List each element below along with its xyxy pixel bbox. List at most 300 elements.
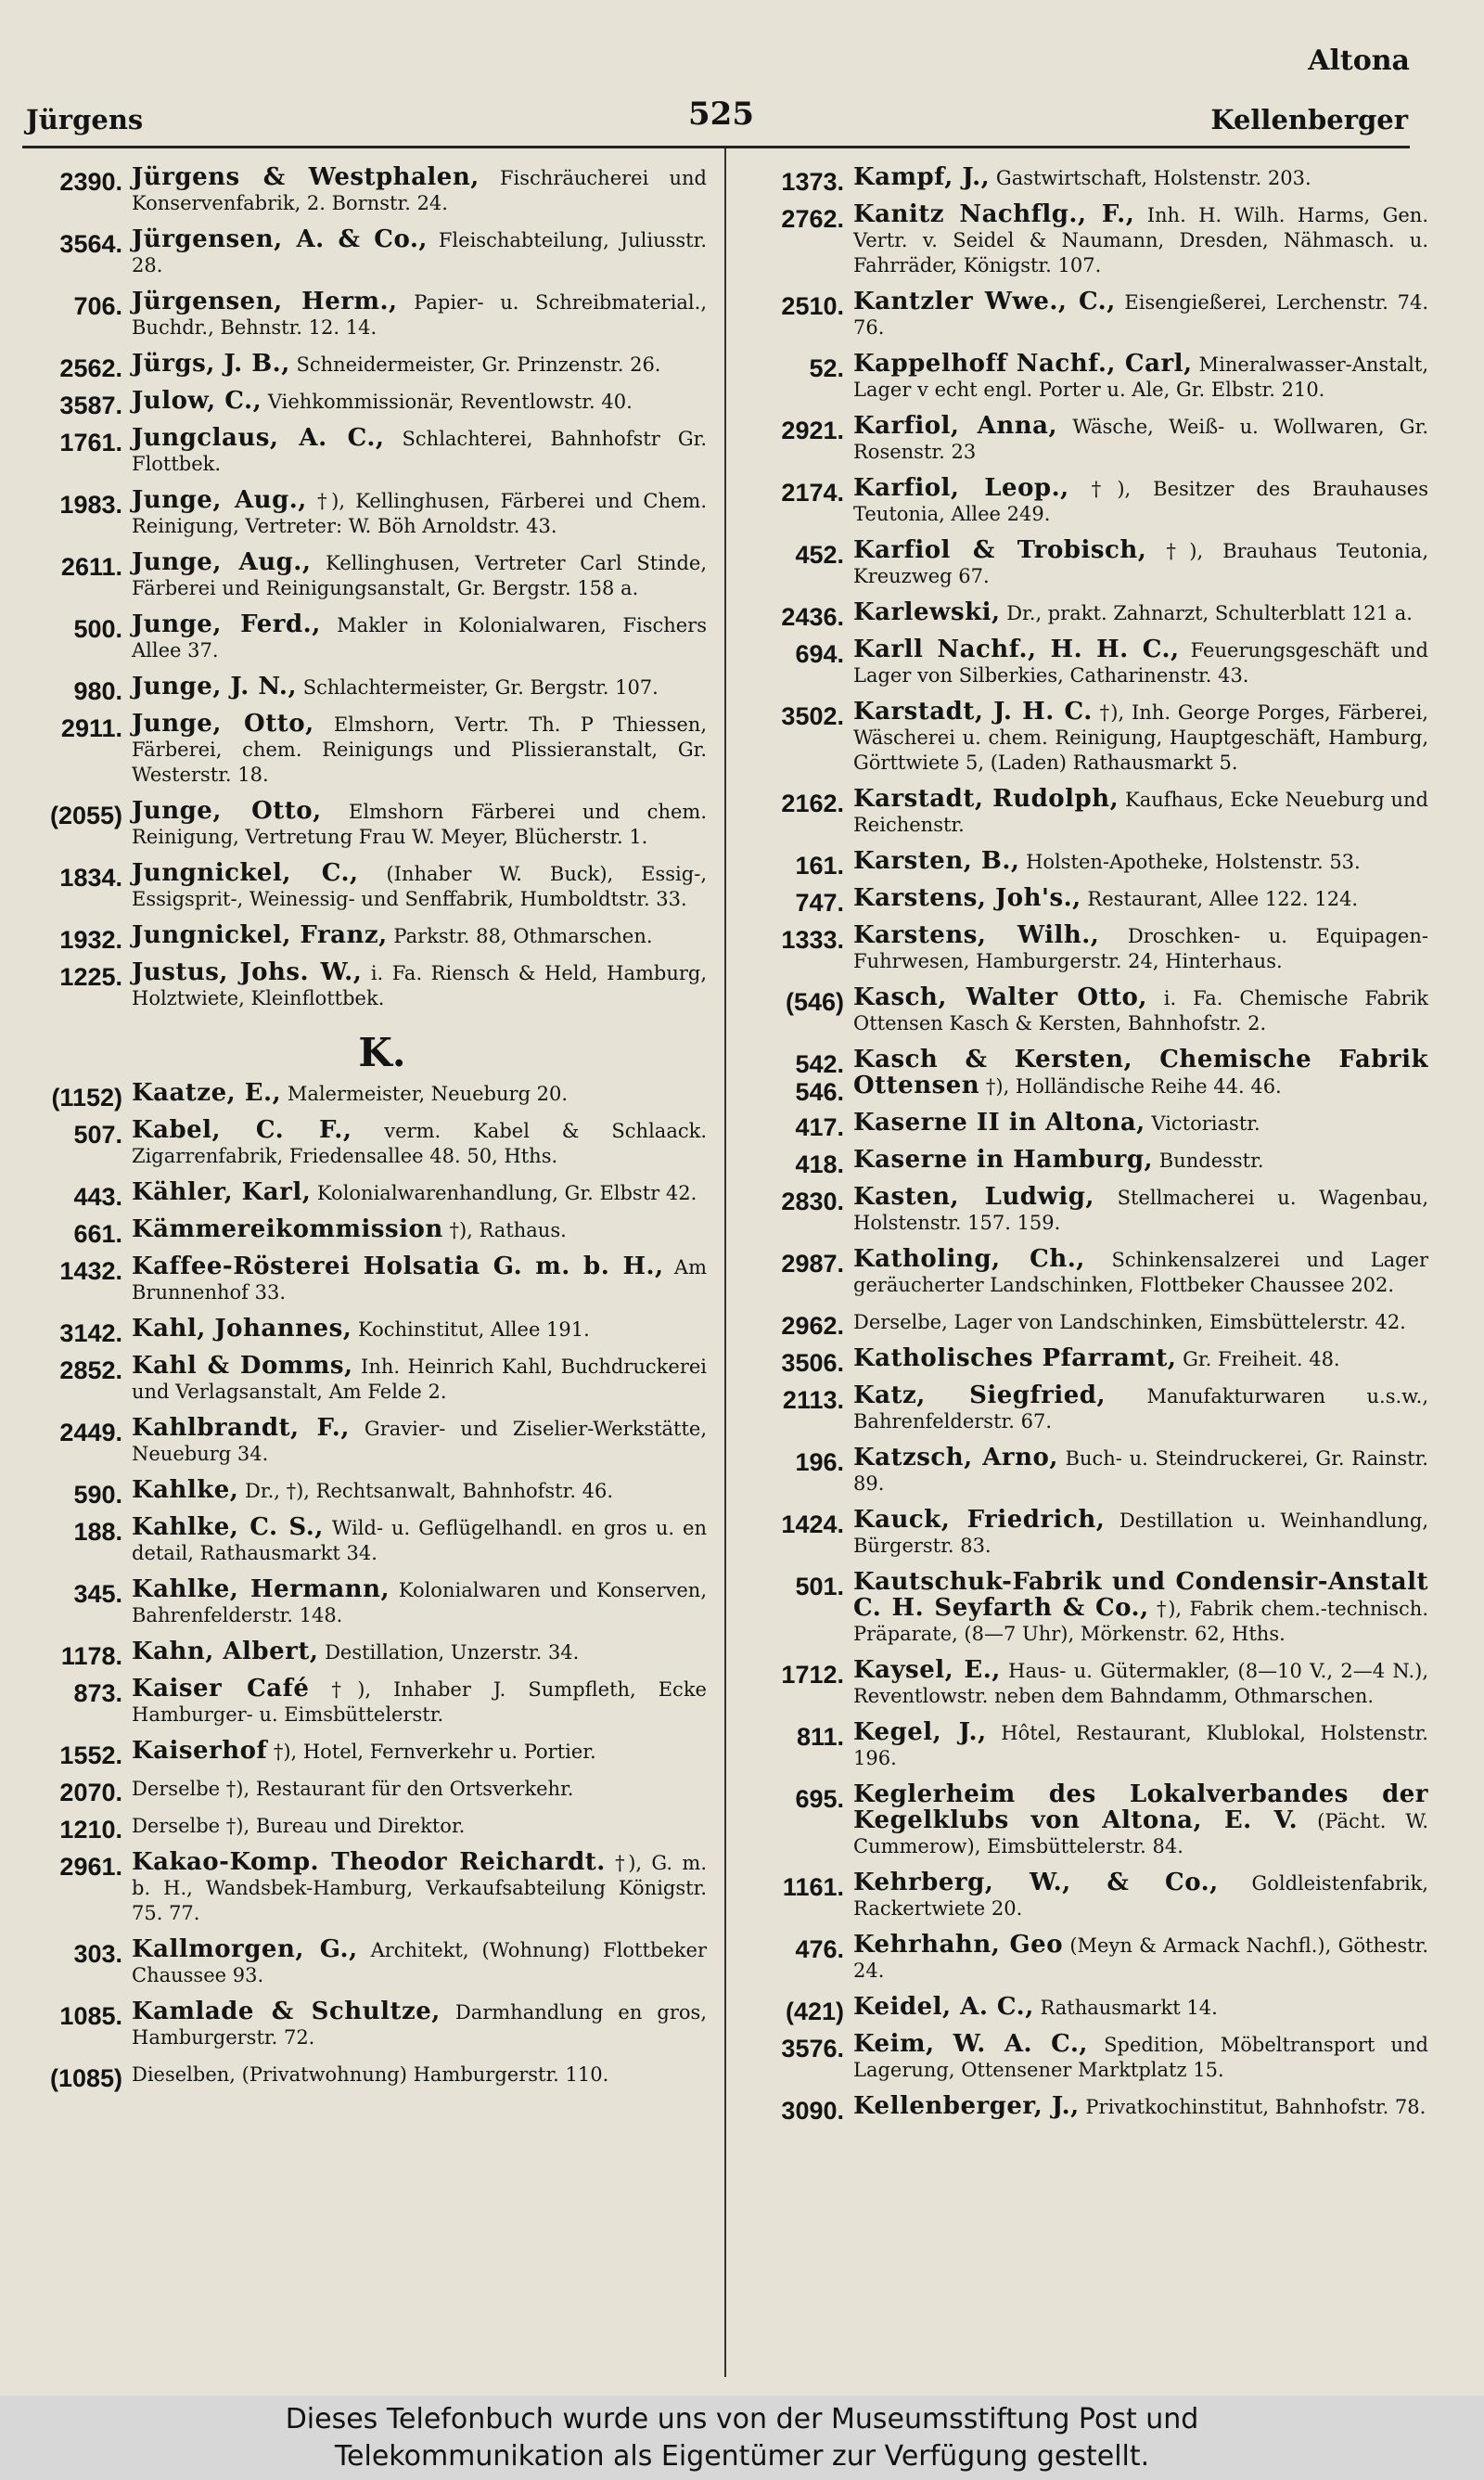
subscriber-details: Fleischabteilung, Juliusstr. 28.: [132, 229, 708, 276]
directory-entry: [742, 700, 1428, 776]
entry-text: [853, 352, 1428, 403]
phone-number: 3090.: [781, 2097, 844, 2125]
subscriber-details: Destillation, Unzerstr. 34.: [318, 1641, 580, 1664]
phone-number: 1424.: [781, 1510, 844, 1538]
entry-text: [132, 1180, 707, 1206]
entry-text: [853, 2094, 1428, 2120]
subscriber-name: Keglerheim des Lokalverbandes der Kegelklubs von Altona, E. V.: [853, 1780, 1428, 1834]
subscriber-name: Kaiser Café: [132, 1675, 310, 1703]
subscriber-details: Derselbe †), Restaurant für den Ortsverkehr.: [132, 1778, 574, 1800]
entry-text: [853, 1446, 1428, 1497]
footer-line-2: Telekommunikation als Eigentümer zur Verfügung gestellt.: [334, 2440, 1150, 2473]
entry-text: [132, 1639, 707, 1665]
subscriber-details: Kellinghusen, Vertreter Carl Stinde, Färberei und Reinigungsanstalt, Gr. Bergstr. 158 a.: [132, 552, 707, 599]
subscriber-name: Jürgs, J. B.,: [132, 350, 290, 378]
directory-entry: [20, 1776, 707, 1806]
subscriber-name: Kautschuk-Fabrik und Condensir-Anstalt C. H. Seyfarth & Co.,: [853, 1568, 1428, 1622]
entry-text: [853, 1148, 1428, 1174]
subscriber-details: †), Fabrik chem.-technisch. Präparate, (8—7 Uhr), Mörkenstr. 62, Hths.: [853, 1598, 1428, 1645]
subscriber-details: Kolonialwaren und Konserven, Bahrenfelderstr. 148.: [132, 1579, 708, 1626]
footer-line-1: Dieses Telefonbuch wurde uns von der Museumsstiftung Post und: [285, 2403, 1199, 2435]
phone-number: 747.: [795, 889, 844, 917]
entry-text: [132, 1999, 707, 2050]
subscriber-name: Kämmereikommission: [132, 1215, 443, 1243]
entry-text: [853, 886, 1428, 912]
phone-number: 1161.: [782, 1873, 844, 1901]
entry-text: [132, 612, 707, 663]
entry-text: [132, 1354, 707, 1405]
subscriber-name: Karlewski,: [853, 598, 1001, 626]
phone-number: 417.: [795, 1113, 844, 1141]
subscriber-details: †), Inhaber J. Sumpfleth, Ecke Hamburger- u. Eimsbüttelerstr.: [132, 1678, 707, 1726]
subscriber-details: Gastwirtschaft, Holstenstr. 203.: [990, 167, 1311, 189]
directory-entry: [20, 960, 707, 1011]
subscriber-details: Privatkochinstitut, Bahnhofstr. 78.: [1079, 2096, 1426, 2118]
phone-number: 661.: [73, 1220, 122, 1248]
subscriber-name: Junge, Ferd.,: [132, 610, 321, 638]
entry-text: [853, 1346, 1428, 1372]
subscriber-details: (Meyn & Armack Nachfl.), Göthestr. 24.: [853, 1934, 1429, 1982]
entry-text: [132, 550, 707, 601]
phone-number: 2921.: [781, 417, 844, 444]
subscriber-name: Kahn, Albert,: [132, 1638, 319, 1665]
entry-text: [132, 1478, 707, 1504]
directory-entry: [20, 1118, 707, 1169]
header-rule: [22, 146, 1410, 148]
directory-entry: [742, 1383, 1428, 1434]
directory-entry: [20, 1416, 707, 1467]
subscriber-details: Papier- u. Schreibmaterial., Buchdr., Behnstr. 12. 14.: [132, 291, 707, 339]
subscriber-details: Derselbe †), Bureau und Direktor.: [132, 1815, 466, 1837]
phone-number: 345.: [73, 1580, 122, 1608]
entry-text: [853, 923, 1428, 974]
subscriber-details: Parkstr. 88, Othmarschen.: [387, 925, 653, 947]
entry-text: [853, 289, 1428, 341]
directory-entry: [20, 387, 707, 419]
phone-number: 542. 546.: [795, 1050, 844, 1106]
directory-entry: [742, 1508, 1428, 1559]
subscriber-details: Droschken- u. Equipagen-Fuhrwesen, Hamburgerstr. 24, Hinterhaus.: [853, 925, 1428, 972]
directory-entry: [742, 2092, 1428, 2125]
page-number: 525: [688, 96, 754, 133]
entry-text: [853, 538, 1428, 589]
entry-text: [132, 488, 707, 539]
entry-text: [853, 202, 1428, 278]
phone-number: 3587.: [59, 392, 122, 419]
directory-entry: [20, 1215, 707, 1248]
subscriber-name: Kappelhoff Nachf., Carl,: [853, 350, 1193, 378]
subscriber-name: Kasten, Ludwig,: [853, 1183, 1094, 1211]
phone-number: 1432.: [59, 1257, 122, 1285]
subscriber-details: Dieselben, (Privatwohnung) Hamburgerstr. 110.: [132, 2063, 609, 2086]
subscriber-name: Kahl, Johannes,: [132, 1315, 352, 1343]
directory-entry: [20, 1638, 707, 1670]
entry-text: [132, 1739, 707, 1765]
subscriber-name: Karsten, B.,: [853, 847, 1020, 875]
subscriber-details: Restaurant, Allee 122. 124.: [1081, 888, 1359, 910]
entry-text: [853, 476, 1428, 527]
subscriber-details: Destillation u. Weinhandlung, Bürgerstr. 83.: [853, 1510, 1428, 1557]
directory-entry: [742, 476, 1428, 527]
column-divider: [724, 148, 726, 2377]
directory-entry: [20, 1999, 707, 2050]
phone-number: 443.: [73, 1183, 122, 1211]
subscriber-details: Kaufhaus, Ecke Neueburg und Reichenstr.: [853, 789, 1429, 836]
subscriber-details: Rathausmarkt 14.: [1033, 1997, 1218, 2019]
directory-entry: [742, 163, 1428, 196]
phone-number: 52.: [809, 354, 844, 382]
subscriber-name: Katholisches Pfarramt,: [853, 1344, 1177, 1372]
subscriber-name: Kehrhahn, Geo: [853, 1931, 1064, 1959]
directory-entry: [742, 1344, 1428, 1377]
directory-entry: [742, 884, 1428, 917]
entry-text: [132, 1416, 707, 1467]
directory-entry: [742, 1782, 1428, 1859]
entry-text: [853, 1995, 1428, 2021]
subscriber-name: Jürgensen, A. & Co.,: [132, 225, 428, 253]
subscriber-details: Schlachterei, Bahnhofstr Gr. Flottbek.: [132, 428, 707, 475]
directory-entry: [742, 1046, 1428, 1106]
subscriber-name: Kaysel, E.,: [853, 1656, 1001, 1684]
subscriber-details: Inh. Heinrich Kahl, Buchdruckerei und Verlagsanstalt, Am Felde 2.: [132, 1356, 707, 1403]
subscriber-name: Kahlke, C. S.,: [132, 1513, 324, 1541]
entry-text: [853, 1570, 1428, 1647]
subscriber-details: (Pächt. W. Cummerow), Eimsbüttelerstr. 84.: [853, 1810, 1428, 1857]
subscriber-details: †), Inh. George Porges, Färberei, Wäscherei u. chem. Reinigung, Hauptgeschäft, Hamburg, Görttwiete 5, (Laden) Rathausmarkt 5.: [853, 701, 1428, 774]
entry-text: [853, 1508, 1428, 1559]
subscriber-name: Kaserne II in Altona,: [853, 1109, 1145, 1137]
subscriber-details: †), Kellinghusen, Färberei und Chem. Reinigung, Vertreter: W. Böh Arnoldstr. 43.: [132, 490, 708, 537]
directory-entry: [20, 799, 707, 850]
directory-entry: [20, 612, 707, 663]
entry-text: [132, 1850, 707, 1926]
subscriber-name: Kegel, J.,: [853, 1718, 987, 1746]
directory-entry: [20, 227, 707, 278]
subscriber-details: Darmhandlung en gros, Hamburgerstr. 72.: [132, 2001, 707, 2049]
subscriber-details: Inh. H. Wilh. Harms, Gen. Vertr. v. Seidel & Naumann, Dresden, Nähmasch. u. Fahrräder, Königstr. 107.: [853, 204, 1428, 276]
phone-number: 2762.: [781, 205, 844, 233]
entry-text: [853, 600, 1428, 626]
phone-number: 2449.: [59, 1419, 122, 1446]
subscriber-name: Kahl & Domms,: [132, 1352, 353, 1380]
directory-entry: [20, 165, 707, 216]
subscriber-name: Kasch & Kersten, Chemische Fabrik Ottensen: [853, 1046, 1428, 1099]
subscriber-details: Architekt, (Wohnung) Flottbeker Chaussee 93.: [132, 1939, 707, 1986]
entry-text: [132, 1515, 707, 1566]
subscriber-name: Jungclaus, A. C.,: [132, 424, 385, 452]
phone-number: 2961.: [59, 1853, 122, 1881]
entry-text: [132, 352, 707, 378]
directory-entry: [20, 712, 707, 788]
phone-number: 1178.: [60, 1642, 122, 1670]
subscriber-details: Bundesstr.: [1153, 1150, 1264, 1172]
directory-entry: [742, 637, 1428, 688]
directory-entry: [742, 1570, 1428, 1647]
phone-number: 2562.: [59, 354, 122, 382]
entry-text: [853, 2032, 1428, 2083]
entry-text: [132, 289, 707, 341]
subscriber-name: Keim, W. A. C.,: [853, 2030, 1088, 2058]
entry-text: [132, 799, 707, 850]
directory-entry: [742, 1446, 1428, 1497]
phone-number: 196.: [795, 1448, 844, 1476]
directory-entry: [20, 1937, 707, 1988]
directory-entry: [20, 289, 707, 341]
phone-number: 1834.: [59, 864, 122, 892]
subscriber-name: Jungnickel, C.,: [132, 859, 359, 887]
directory-entry: [20, 1813, 707, 1844]
entry-text: [132, 1776, 707, 1802]
phone-number: 188.: [73, 1518, 122, 1546]
section-heading: K.: [358, 1030, 406, 1075]
phone-number: 1712.: [781, 1661, 844, 1689]
directory-entry: [20, 921, 707, 954]
subscriber-details: Dr., prakt. Zahnarzt, Schulterblatt 121 a.: [1000, 602, 1413, 624]
entry-text: [132, 1118, 707, 1169]
entry-text: [853, 787, 1428, 838]
phone-number: 2113.: [782, 1386, 844, 1414]
subscriber-name: Kahlbrandt, F.,: [132, 1414, 350, 1442]
directory-entry: [20, 1079, 707, 1112]
subscriber-name: Katz, Siegfried,: [853, 1381, 1107, 1409]
subscriber-details: †), Rathaus.: [442, 1219, 567, 1241]
phone-number: 2510.: [781, 292, 844, 320]
subscriber-name: Junge, J. N.,: [132, 673, 298, 700]
phone-number: 811.: [796, 1723, 844, 1751]
subscriber-details: Derselbe, Lager von Landschinken, Eimsbüttelerstr. 42.: [853, 1311, 1406, 1333]
entry-text: [132, 1217, 707, 1243]
entry-text: [853, 1870, 1428, 1921]
subscriber-name: Kaffee-Rösterei Holsatia G. m. b. H.,: [132, 1253, 664, 1280]
subscriber-details: (Inhaber W. Buck), Essig-, Essigsprit-, Weinessig- und Senffabrik, Humboldtstr. 33.: [132, 863, 707, 910]
entry-text: [132, 227, 707, 278]
entry-text: [132, 389, 707, 415]
subscriber-name: Jürgens & Westphalen,: [132, 163, 480, 191]
directory-entry: [742, 352, 1428, 403]
directory-entry: [742, 1720, 1428, 1771]
subscriber-details: Gr. Freiheit. 48.: [1176, 1348, 1340, 1370]
subscriber-name: Kabel, C. F.,: [132, 1116, 352, 1144]
subscriber-name: Junge, Otto,: [132, 797, 322, 825]
subscriber-details: Malermeister, Neueburg 20.: [281, 1083, 569, 1105]
subscriber-details: Kochinstitut, Allee 191.: [352, 1318, 590, 1341]
right-guide-word: Kellenberger: [1210, 104, 1408, 135]
subscriber-name: Kauck, Friedrich,: [853, 1506, 1106, 1534]
directory-entry: [742, 1933, 1428, 1984]
phone-number: 3564.: [59, 230, 122, 258]
phone-number: 694.: [795, 640, 844, 668]
subscriber-name: Kahlke,: [132, 1476, 239, 1504]
directory-entry: [20, 2062, 707, 2092]
subscriber-details: Gravier- und Ziselier-Werkstätte, Neueburg 34.: [132, 1418, 708, 1465]
entry-text: [132, 675, 707, 700]
entry-text: [132, 426, 707, 477]
subscriber-details: Fischräucherei und Konservenfabrik, 2. Bornstr. 24.: [132, 167, 707, 214]
phone-number: 1983.: [59, 491, 122, 519]
phone-number: 161.: [795, 852, 844, 880]
subscriber-details: Haus- u. Gütermakler, (8—10 V., 2—4 N.), Reventlowstr. neben dem Bahndamm, Othmarschen.: [853, 1660, 1428, 1707]
subscriber-details: Stellmacherei u. Wagenbau, Holstenstr. 157. 159.: [853, 1187, 1428, 1234]
footer-notice: [0, 2396, 1484, 2480]
phone-number: 303.: [73, 1940, 122, 1968]
entry-text: [853, 1933, 1428, 1984]
subscriber-details: Spedition, Möbeltransport und Lagerung, Ottensener Marktplatz 15.: [853, 2034, 1428, 2081]
phone-number: 590.: [73, 1481, 122, 1509]
phone-number: (2055): [49, 802, 122, 829]
phone-number: 980.: [73, 677, 122, 705]
phone-number: 2436.: [781, 603, 844, 631]
phone-number: (1085): [49, 2064, 122, 2092]
phone-number: 2830.: [781, 1188, 844, 1215]
phone-number: 1552.: [59, 1741, 122, 1769]
subscriber-name: Kähler, Karl,: [132, 1178, 312, 1206]
subscriber-details: Am Brunnenhof 33.: [132, 1256, 707, 1304]
subscriber-name: Jürgensen, Herm.,: [132, 288, 398, 315]
entry-text: [853, 1782, 1428, 1859]
phone-number: 2962.: [781, 1312, 844, 1340]
directory-entry: [742, 1109, 1428, 1141]
directory-entry: [20, 1476, 707, 1509]
subscriber-name: Kampf, J.,: [853, 163, 991, 191]
subscriber-name: Karstadt, J. H. C.: [853, 698, 1093, 726]
subscriber-details: Eisengießerei, Lerchenstr. 74. 76.: [853, 291, 1428, 339]
directory-entry: [742, 1247, 1428, 1298]
subscriber-name: Kehrberg, W., & Co.,: [853, 1869, 1219, 1896]
directory-entry: [20, 673, 707, 705]
subscriber-details: Elmshorn, Vertr. Th. P Thiessen, Färberei, chem. Reinigungs und Plissieranstalt, Gr. Westerstr. 18.: [132, 713, 708, 786]
subscriber-details: Schneidermeister, Gr. Prinzenstr. 26.: [289, 353, 661, 376]
directory-entry: [20, 550, 707, 601]
subscriber-details: Elmshorn Färberei und chem. Reinigung, Vertretung Frau W. Meyer, Blücherstr. 1.: [132, 801, 707, 848]
subscriber-details: Wild- u. Geflügelhandl. en gros u. en detail, Rathausmarkt 34.: [132, 1517, 707, 1564]
subscriber-details: †), Holländische Reihe 44. 46.: [979, 1075, 1282, 1098]
entry-text: [132, 960, 707, 1011]
directory-entry: [20, 426, 707, 477]
entry-text: [853, 849, 1428, 875]
entry-text: [132, 712, 707, 788]
entry-text: [853, 1383, 1428, 1434]
phone-number: 1373.: [781, 168, 844, 196]
phone-number: 1932.: [59, 926, 122, 954]
subscriber-name: Jungnickel, Franz,: [132, 921, 388, 949]
phone-number: 706.: [73, 292, 122, 320]
subscriber-details: Dr., †), Rechtsanwalt, Bahnhofstr. 46.: [238, 1480, 614, 1502]
entry-text: [132, 1317, 707, 1343]
subscriber-name: Kaatze, E.,: [132, 1079, 282, 1107]
subscriber-name: Kamlade & Schultze,: [132, 1998, 441, 2025]
entry-text: [132, 1937, 707, 1988]
subscriber-details: i. Fa. Riensch & Held, Hamburg, Holztwiete, Kleinflottbek.: [132, 962, 708, 1009]
entry-text: [853, 1047, 1428, 1099]
phone-number: 1761.: [59, 429, 122, 456]
phone-number: 1210.: [59, 1816, 122, 1844]
directory-entry: [20, 1515, 707, 1566]
entry-text: [132, 1677, 707, 1728]
directory-entry: [742, 1993, 1428, 2025]
subscriber-name: Kaserne in Hamburg,: [853, 1146, 1154, 1174]
subscriber-details: †), Hotel, Fernverkehr u. Portier.: [267, 1741, 596, 1763]
entry-text: [132, 1081, 707, 1107]
phone-number: 3506.: [781, 1349, 844, 1377]
subscriber-name: Junge, Aug.,: [132, 486, 307, 514]
subscriber-name: Karstadt, Rudolph,: [853, 785, 1119, 813]
phone-number: (546): [785, 988, 844, 1016]
entry-text: [132, 1577, 707, 1628]
subscriber-details: †), G. m. b. H., Wandsbek-Hamburg, Verkaufsabteilung Königstr. 75. 77.: [132, 1852, 707, 1924]
entry-text: [132, 2062, 707, 2088]
subscriber-details: verm. Kabel & Schlaack. Zigarrenfabrik, Friedensallee 48. 50, Hths.: [132, 1120, 707, 1167]
subscriber-name: Katzsch, Arno,: [853, 1444, 1058, 1471]
directory-entry: [742, 923, 1428, 974]
directory-entry: [742, 1146, 1428, 1178]
directory-entry: [20, 350, 707, 382]
phone-number: (421): [785, 1998, 844, 2025]
phone-number: 1085.: [59, 2002, 122, 2030]
phone-number: 500.: [73, 615, 122, 643]
subscriber-name: Kellenberger, J.,: [853, 2092, 1080, 2120]
entry-text: [853, 700, 1428, 776]
subscriber-name: Junge, Aug.,: [132, 548, 312, 576]
directory-entry: [742, 2032, 1428, 2083]
subscriber-details: Schlachtermeister, Gr. Bergstr. 107.: [297, 676, 659, 699]
entry-text: [132, 861, 707, 912]
directory-entry: [742, 985, 1428, 1036]
directory-entry: [20, 1254, 707, 1305]
subscriber-name: Kakao-Komp. Theodor Reichardt.: [132, 1848, 606, 1876]
directory-entry: [742, 1870, 1428, 1921]
subscriber-name: Karfiol, Leop.,: [853, 474, 1069, 502]
subscriber-details: i. Fa. Chemische Fabrik Ottensen Kasch & Kersten, Bahnhofstr. 2.: [853, 987, 1428, 1034]
phone-number: 695.: [795, 1785, 844, 1813]
phone-number: 1225.: [59, 963, 122, 991]
subscriber-details: Hôtel, Restaurant, Klublokal, Holstenstr. 196.: [853, 1722, 1428, 1769]
subscriber-details: Schinkensalzerei und Lager geräucherter Landschinken, Flottbeker Chaussee 202.: [853, 1249, 1429, 1296]
subscriber-details: Makler in Kolonialwaren, Fischers Allee 37.: [132, 614, 707, 662]
entry-text: [853, 1720, 1428, 1771]
directory-entry: [20, 1577, 707, 1628]
subscriber-details: Buch- u. Steindruckerei, Gr. Rainstr. 89.: [853, 1447, 1428, 1495]
phone-number: 2987.: [781, 1250, 844, 1278]
directory-entry: [20, 1677, 707, 1728]
directory-entry: [742, 202, 1428, 278]
subscriber-details: Feuerungsgeschäft und Lager von Silberkies, Catharinenstr. 43.: [853, 639, 1428, 687]
subscriber-name: Keidel, A. C.,: [853, 1993, 1034, 2021]
phone-number: 3502.: [781, 702, 844, 730]
subscriber-details: Wäsche, Weiß- u. Wollwaren, Gr. Rosenstr. 23: [853, 416, 1428, 463]
entry-text: [853, 637, 1428, 688]
entry-text: [853, 1658, 1428, 1709]
phone-number: 418.: [795, 1150, 844, 1178]
phone-number: 452.: [795, 541, 844, 569]
directory-entry: [20, 1850, 707, 1926]
entry-text: [853, 414, 1428, 465]
subscriber-details: Goldleistenfabrik, Rackertwiete 20.: [853, 1872, 1428, 1920]
subscriber-details: Mineralwasser-Anstalt, Lager v echt engl. Porter u. Ale, Gr. Elbstr. 210.: [853, 353, 1428, 401]
phone-number: 1333.: [781, 926, 844, 954]
phone-number: 873.: [73, 1679, 122, 1707]
subscriber-name: Karstens, Wilh.,: [853, 921, 1100, 949]
entry-text: [853, 1247, 1428, 1298]
subscriber-name: Kaiserhof: [132, 1737, 268, 1765]
entry-text: [853, 1309, 1428, 1335]
entry-text: [132, 1813, 707, 1839]
directory-entry: [20, 1354, 707, 1405]
entry-text: [853, 985, 1428, 1036]
subscriber-name: Karstens, Joh's.,: [853, 884, 1081, 912]
phone-number: 2174.: [781, 479, 844, 507]
directory-entry: [20, 861, 707, 912]
directory-entry: [20, 1315, 707, 1347]
